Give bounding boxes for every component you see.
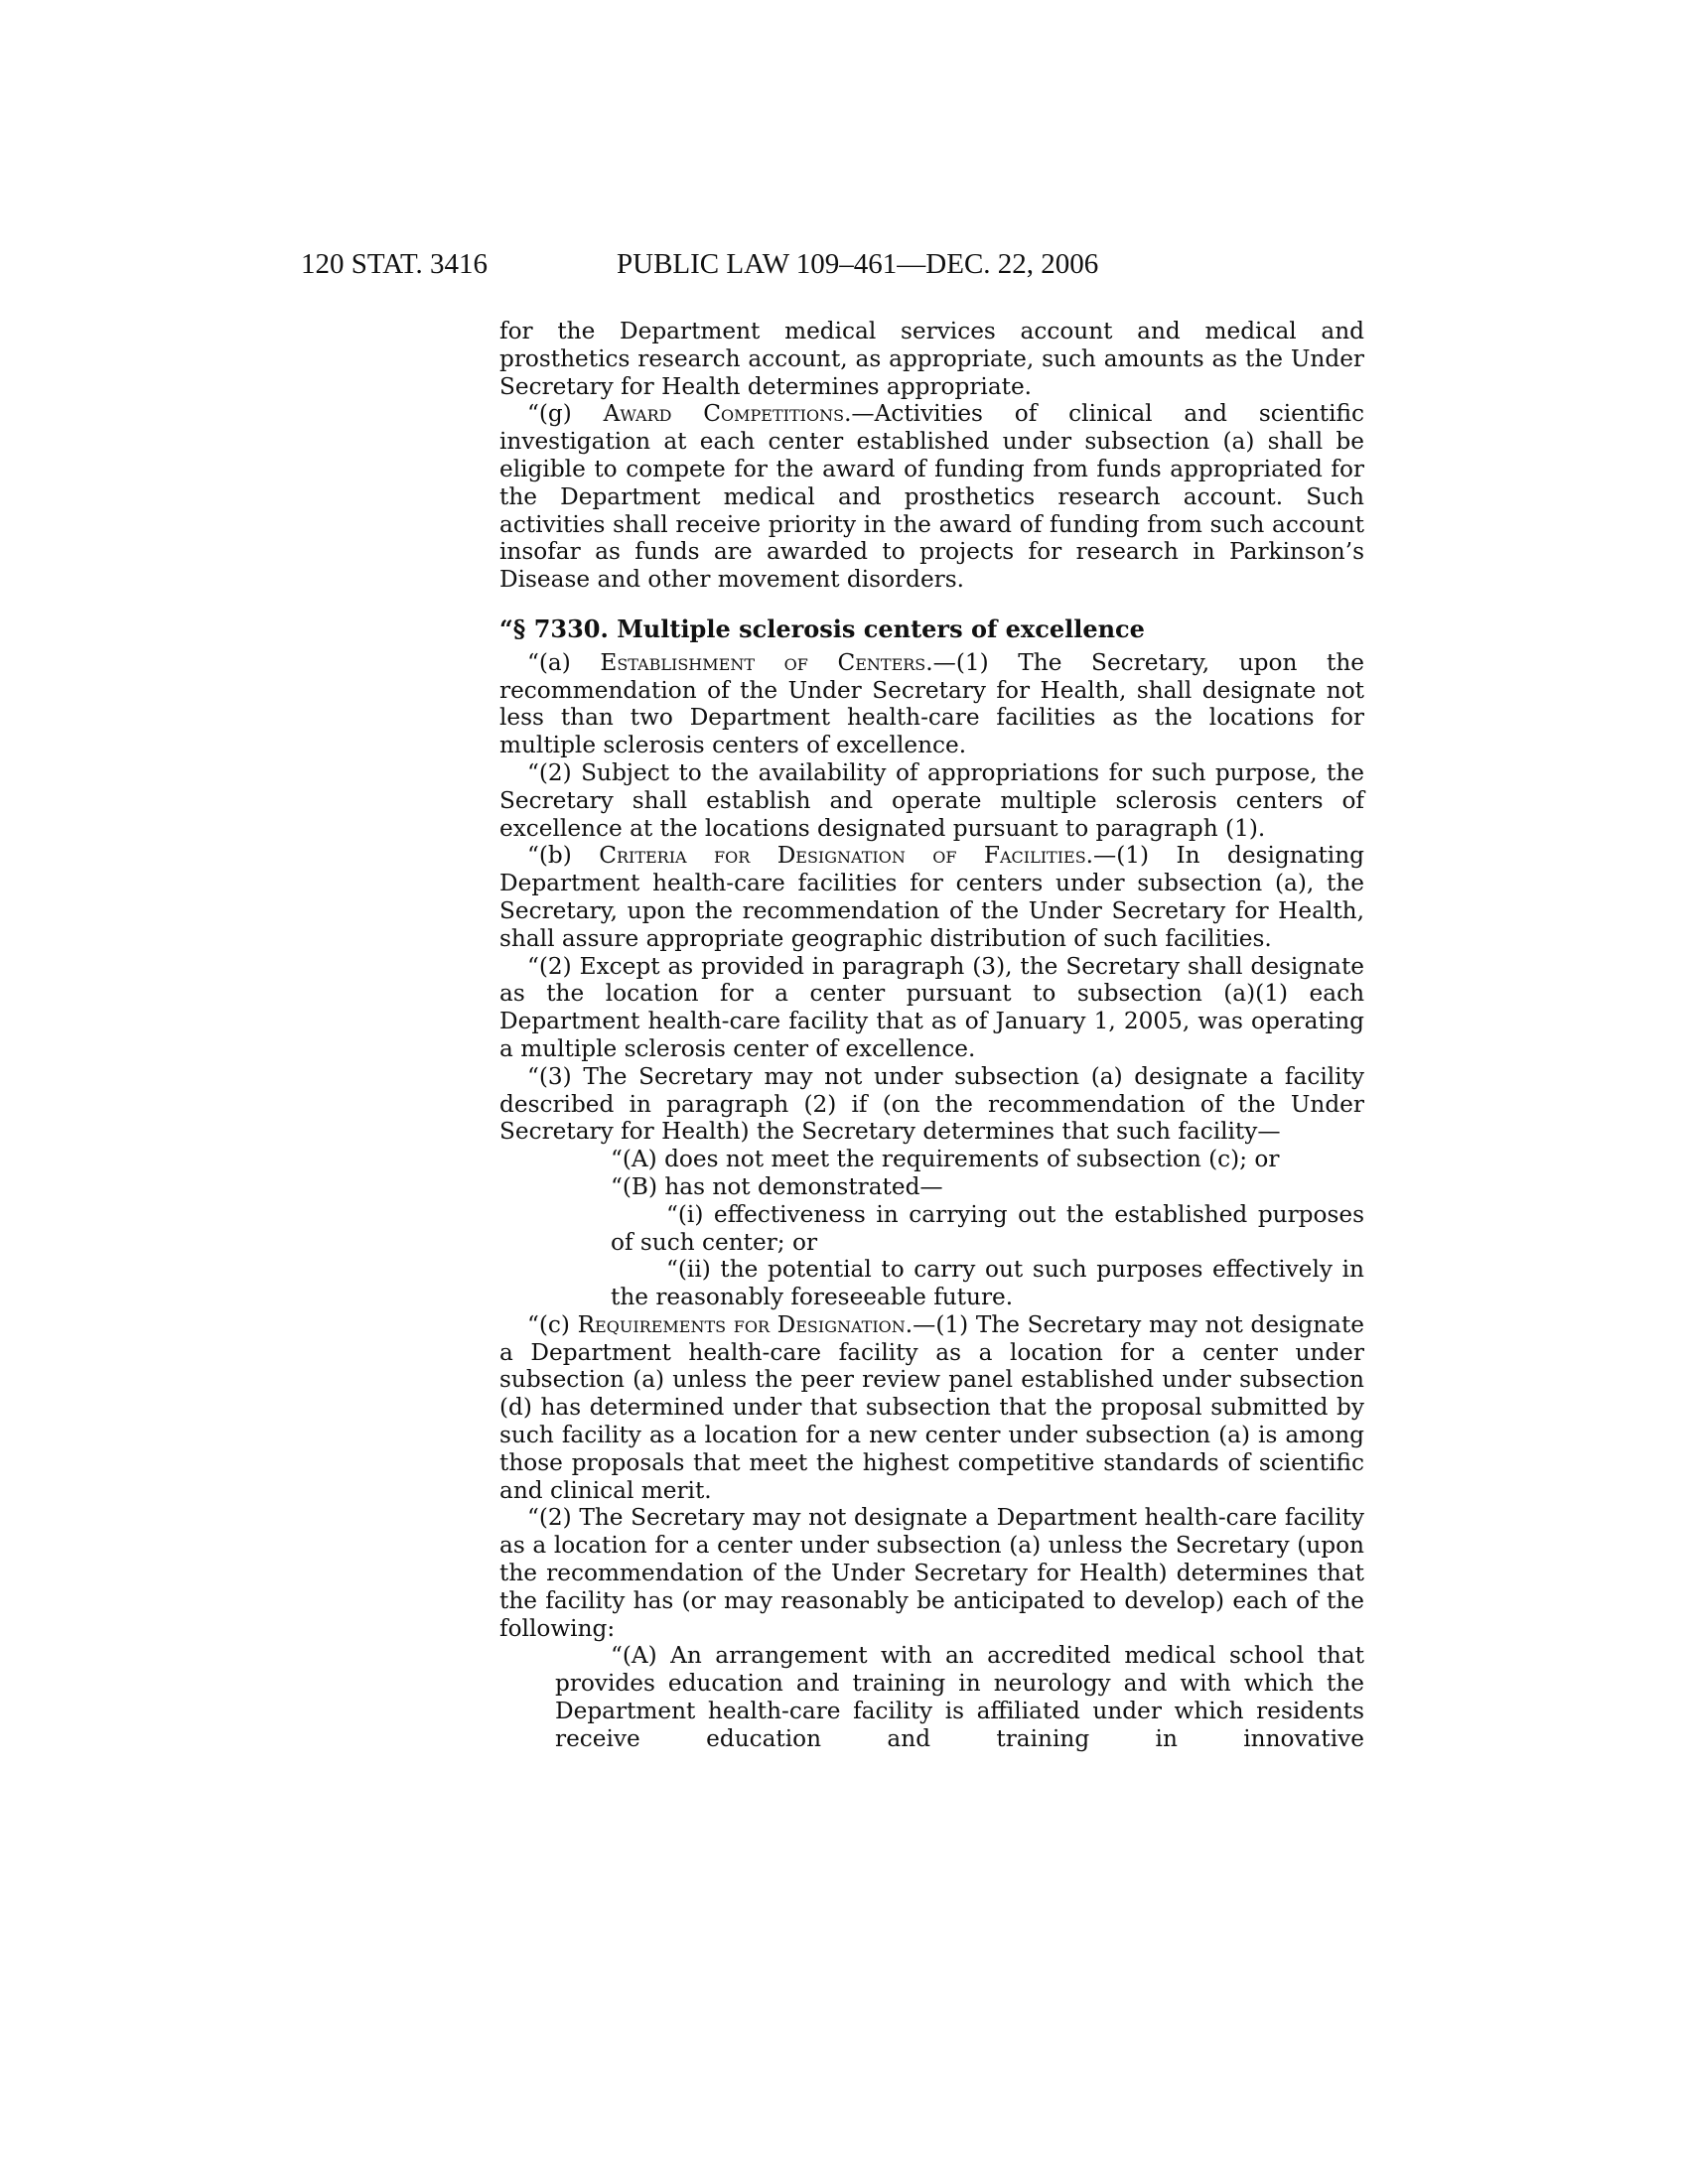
subsection-c-text: .—(1) The Secretary may not designate a Department health-care facility as a location for a center under subsection (a) unless the peer review panel established under subsection (d) has determined under that subsection that the proposal submitted by such facility as a location for a new center under subsection (a) is among those proposals that meet the highest competitive standards of scientific and clinical merit. [499, 1310, 1364, 1504]
subsection-g-prefix: “(g) [527, 400, 604, 428]
section-heading: “§ 7330. Multiple sclerosis centers of excellence [499, 614, 1145, 643]
page-header [0, 248, 1688, 288]
subsection-c-paragraph-2: “(2) The Secretary may not designate a Department health-care facility as a location for a center under subsection (a) unless the Secretary (upon the recommendation of the Under Secretary for Health) determines that the facility has (or may reasonably be anticipated to develop) each of the following: [499, 1504, 1364, 1642]
subsection-a-heading: Establishment of Centers [600, 648, 926, 676]
paragraph-continuation: for the Department medical services account and medical and prosthetics research account, as appropriate, such amounts as the Under Secretary for Health determines appropriate. [499, 318, 1364, 400]
subsection-b [499, 842, 1364, 952]
subsection-a-prefix: “(a) [527, 648, 601, 676]
subsection-a [499, 649, 1364, 759]
subsection-g [499, 400, 1364, 594]
subparagraph-b3-A: “(A) does not meet the requirements of subsection (c); or [611, 1146, 1280, 1173]
subsection-a-text: .—(1) The Secretary, upon the recommendation of the Under Secretary for Health, shall designate not less than two Department health-care facilities as the locations for multiple sclerosis centers of excellence. [499, 648, 1364, 759]
subsection-b-text: .—(1) In designating Department health-care facilities for centers under subsection (a), the Secretary, upon the recommendation of the Under Secretary for Health, shall assure appropriate geographic distribution of such facilities. [499, 842, 1364, 952]
subsection-g-heading: Award Competitions [603, 400, 845, 428]
subsection-a-paragraph-2: “(2) Subject to the availability of appropriations for such purpose, the Secretary shall establish and operate multiple sclerosis centers of excellence at the locations designated pursuant to paragraph (1). [499, 758, 1364, 842]
subsection-b-paragraph-2: “(2) Except as provided in paragraph (3), the Secretary shall designate as the location for a center pursuant to subsection (a)(1) each Department health-care facility that as of January 1, 2005, was operating a multiple sclerosis center of excellence. [499, 952, 1364, 1062]
statute-page-reference: 120 STAT. 3416 [301, 248, 489, 280]
subsection-g-text: .—Activities of clinical and scientific investigation at each center established under subsection (a) shall be eligible to compete for the award of funding from funds appropriated for the Department medical and prosthetics research account. Such activities shall receive priority in the award of funding from such account insofar as funds are awarded to projects for research in Parkinson’s Disease and other movement disorders. [499, 400, 1364, 594]
subsection-b-prefix: “(b) [527, 842, 600, 870]
statute-body [499, 318, 1364, 1753]
subsection-b-heading: Criteria for Designation of Facilities [599, 842, 1086, 870]
clause-b3-B-i: “(i) effectiveness in carrying out the established purposes of such center; or [611, 1200, 1364, 1256]
subsection-c-prefix: “(c) [527, 1310, 578, 1338]
clause-b3-B-ii: “(ii) the potential to carry out such purposes effectively in the reasonably foreseeable future. [611, 1256, 1364, 1311]
subsection-b-paragraph-3: “(3) The Secretary may not under subsection (a) designate a facility described in paragraph (2) if (on the recommendation of the Under Secretary for Health) the Secretary determines that such facility— [499, 1062, 1364, 1146]
subsection-c [499, 1311, 1364, 1505]
subparagraph-c2-A: “(A) An arrangement with an accredited medical school that provides education and training in neurology and with which the Department health-care facility is affiliated under which residents receive education and training in innovative [555, 1642, 1364, 1752]
subsection-c-heading: Requirements for Designation [577, 1310, 906, 1338]
running-head: PUBLIC LAW 109–461—DEC. 22, 2006 [617, 248, 1099, 280]
subparagraph-b3-B: “(B) has not demonstrated— [611, 1172, 943, 1200]
